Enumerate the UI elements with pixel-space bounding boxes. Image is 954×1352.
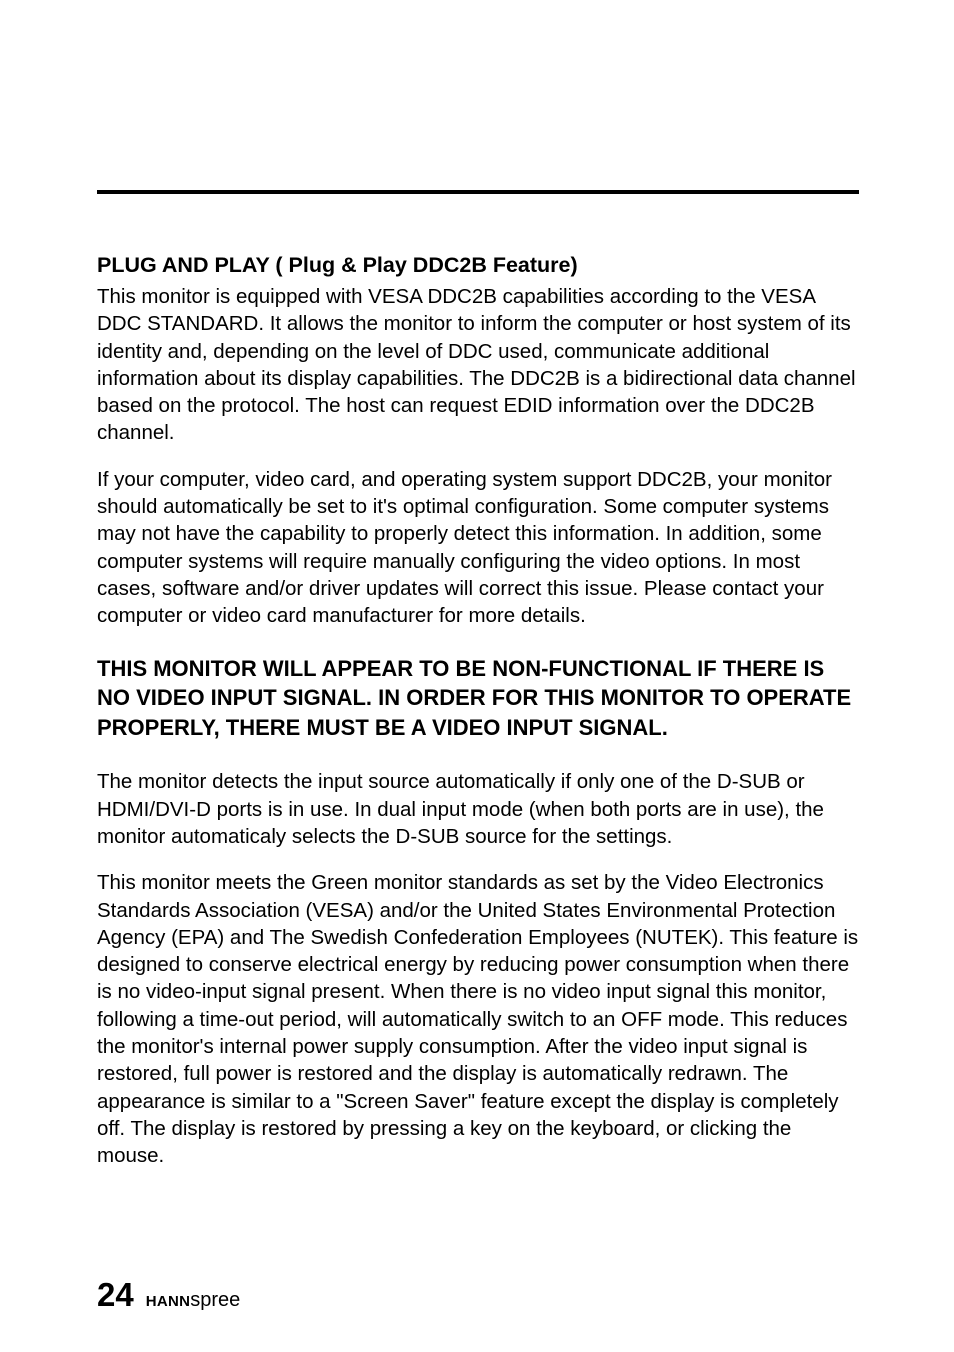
hannspree-logo — [146, 1289, 241, 1312]
plug-and-play-paragraph-2: If your computer, video card, and operating system support DDC2B, your monitor should automatically be set to it's optimal configuration. Some computer systems may not have the capability to properly detect this information. In addition, some computer systems will require manually configuring the video options. In most cases, software and/or driver updates will correct this issue. Please contact your computer or video card manufacturer for more details. — [97, 467, 832, 628]
plug-and-play-paragraph-1: This monitor is equipped with VESA DDC2B capabilities according to the VESA DDC STANDARD. It allows the monitor to inform the computer or host system of its identity and, depending on the level of DDC used, communicate additional information about its display capabilities. The DDC2B is a bidirectional data channel based on the protocol. The host can request EDID information over the DDC2B channel. — [97, 285, 856, 445]
page-content — [97, 250, 859, 1189]
header-rule — [97, 190, 859, 194]
brand-logo-strong: HANN — [145, 1293, 191, 1310]
page-footer — [97, 1275, 240, 1315]
brand-logo-light: spree — [190, 1289, 241, 1311]
page-number: 24 — [97, 1276, 134, 1313]
green-standards-paragraph: This monitor meets the Green monitor standards as set by the Video Electronics Standards Association (VESA) and/or the United States Environmental Protection Agency (EPA) and The Swedish Confederation Employees (NUTEK). This feature is designed to conserve electrical energy by reducing power consumption when there is no video-input signal present. When there is no video input signal this monitor, following a time-out period, will automatically switch to an OFF mode. This reduces the monitor's internal power supply consumption. After the video input signal is restored, full power is restored and the display is automatically redrawn. The appearance is similar to a "Screen Saver" feature except the display is completely off. The display is restored by pressing a key on the keyboard, or clicking the mouse. — [97, 871, 859, 1168]
input-source-paragraph: The monitor detects the input source automatically if only one of the D-SUB or HDMI/DVI-D ports is in use. In dual input mode (when both ports are in use), the monitor automaticaly selects the D-SUB source for the settings. — [97, 770, 824, 848]
no-signal-warning: THIS MONITOR WILL APPEAR TO BE NON-FUNCTIONAL IF THERE IS NO VIDEO INPUT SIGNAL. IN ORDER FOR THIS MONITOR TO OPERATE PROPERLY, THERE MUST BE A VIDEO INPUT SIGNAL. — [97, 655, 852, 740]
section-title: PLUG AND PLAY ( Plug & Play DDC2B Feature) — [97, 253, 578, 277]
